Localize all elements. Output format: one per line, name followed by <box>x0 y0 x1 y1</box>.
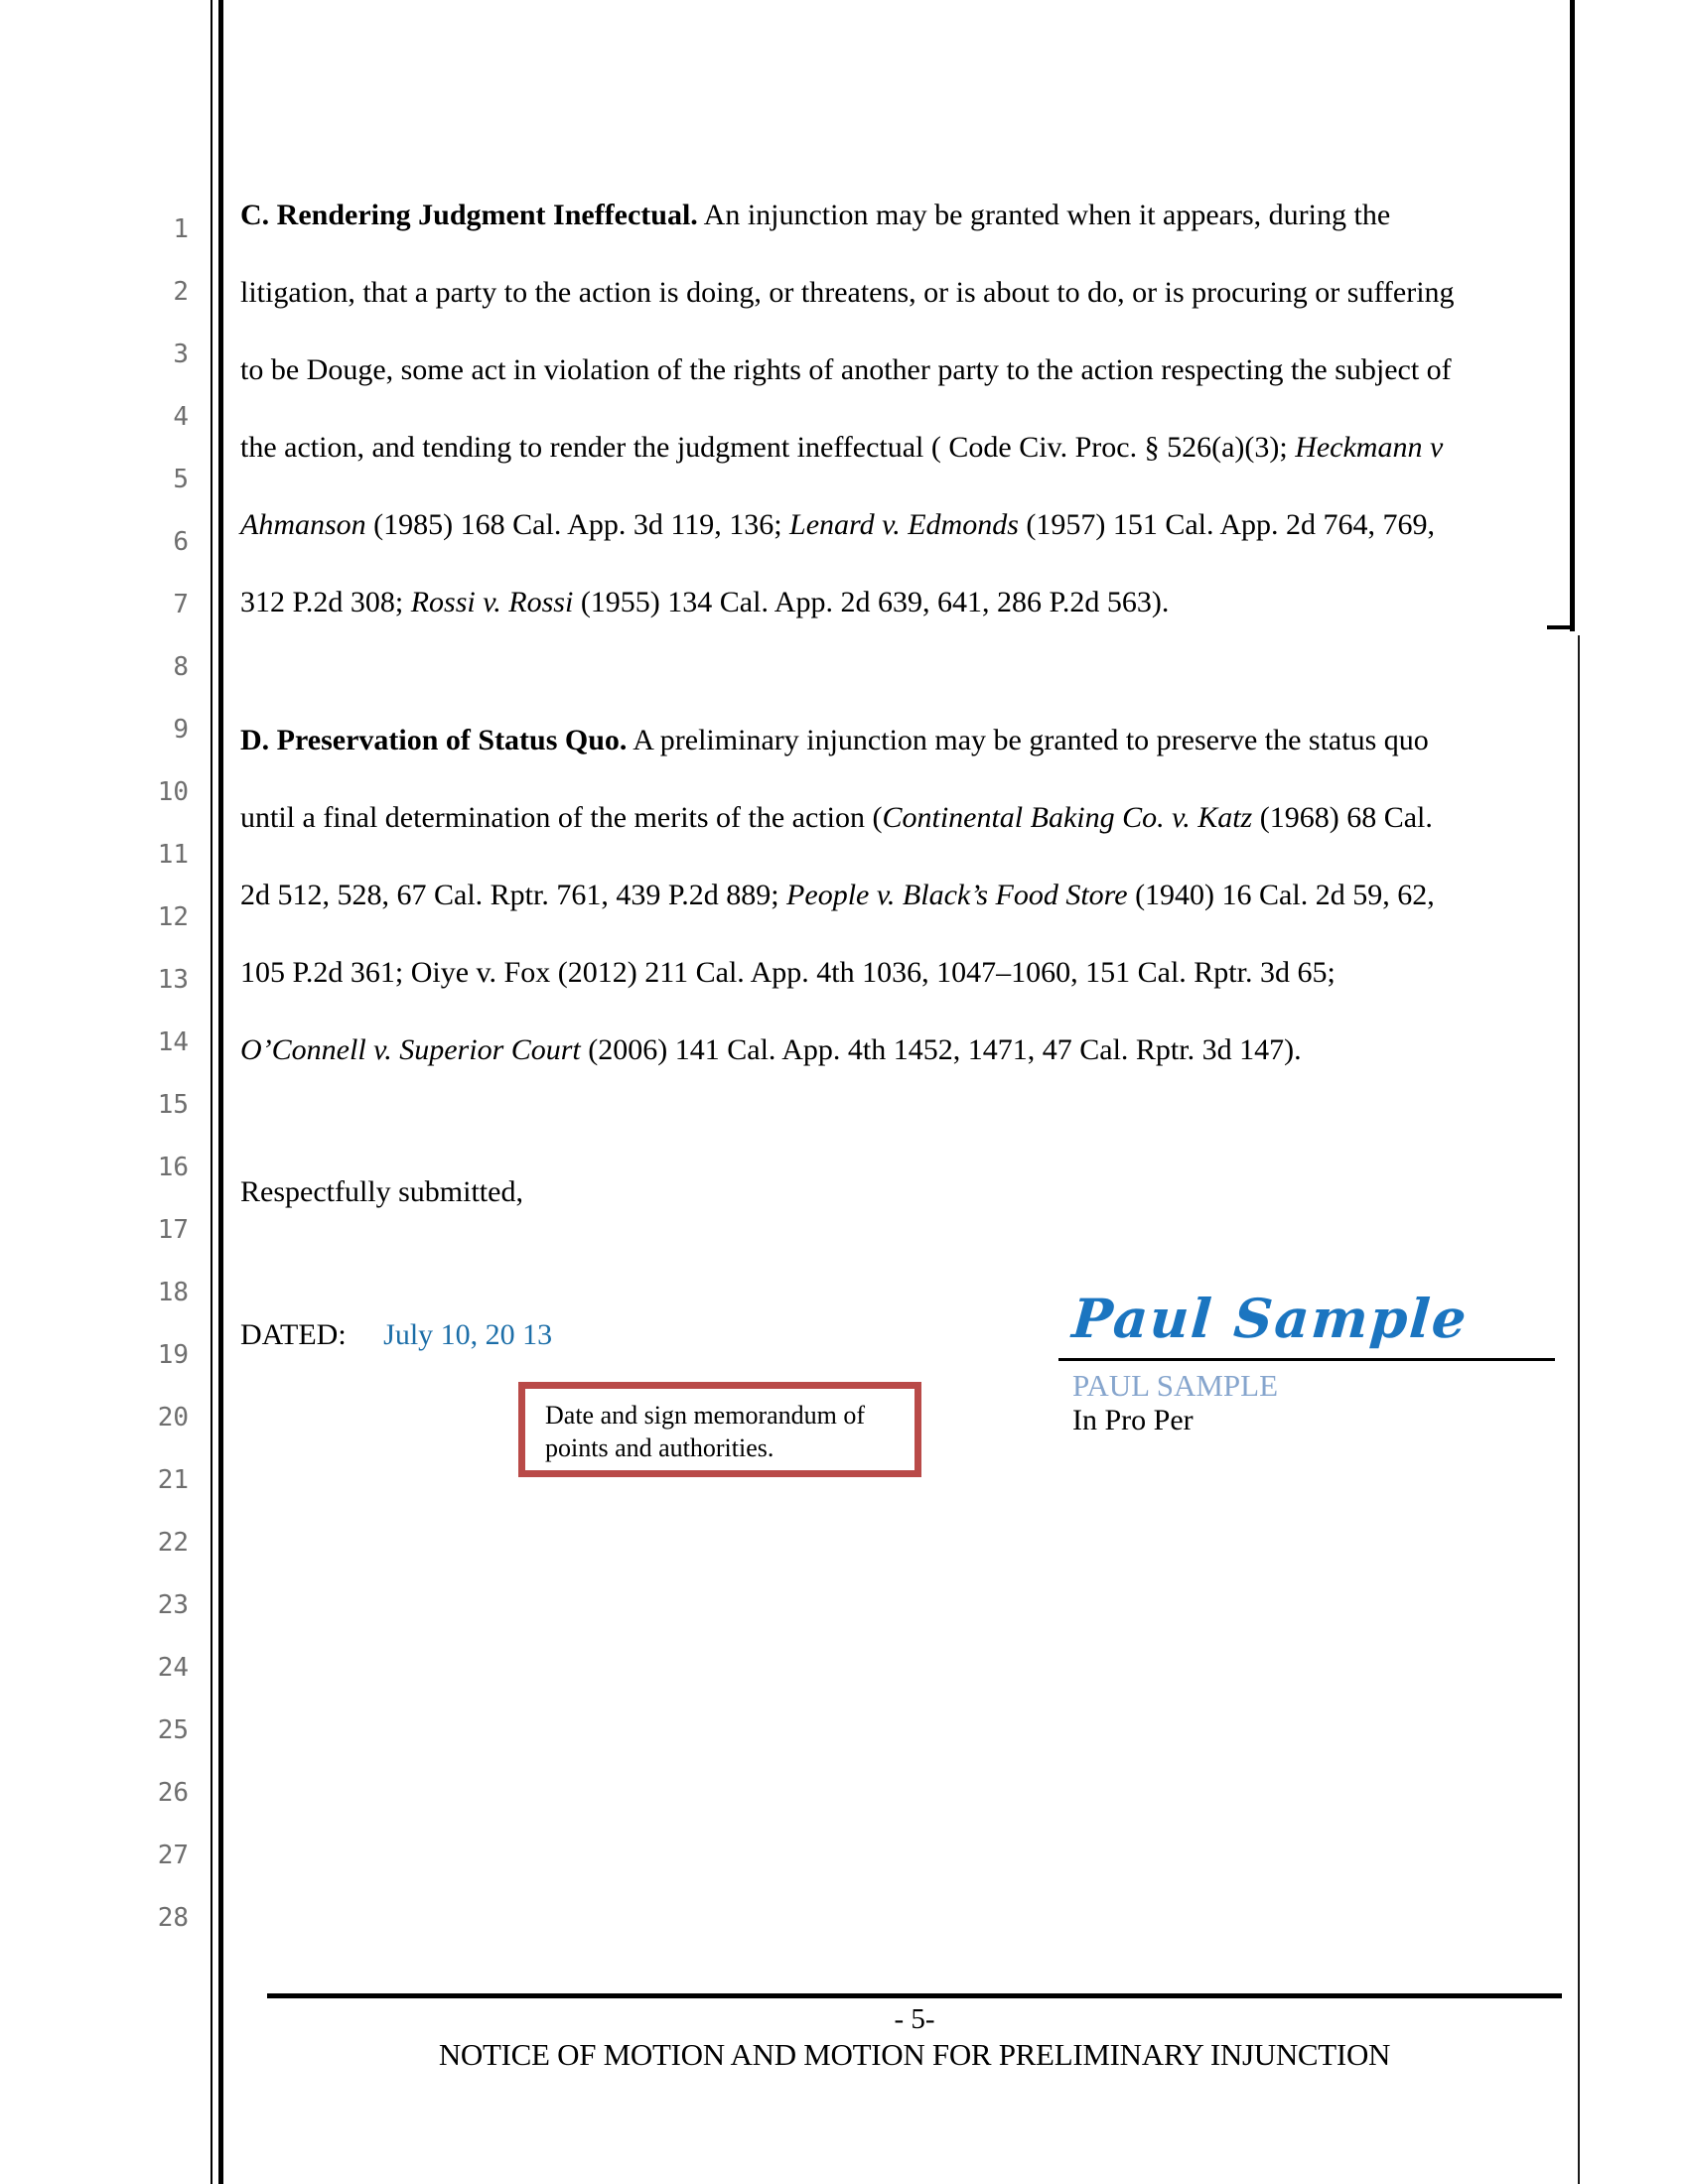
text-line: 312 P.2d 308; Rossi v. Rossi (1955) 134 Cal. App. 2d 639, 641, 286 P.2d 563). <box>240 586 1170 618</box>
line-number-2: 2 <box>173 277 189 307</box>
left-margin-rule-thick <box>218 0 223 2184</box>
line-number-24: 24 <box>157 1653 189 1683</box>
line-number-22: 22 <box>157 1528 189 1558</box>
text-line: litigation, that a party to the action is doing, or threatens, or is about to do, or is procuring or suffering <box>240 276 1455 309</box>
line-number-14: 14 <box>157 1027 189 1057</box>
line-number-20: 20 <box>157 1403 189 1433</box>
signature-handwriting: Paul Sample <box>1069 1287 1471 1350</box>
left-margin-rule-thin <box>211 0 212 2184</box>
footer-document-title: NOTICE OF MOTION AND MOTION FOR PRELIMINARY INJUNCTION <box>438 2037 1391 2072</box>
date-value: July 10, 20 13 <box>383 1318 553 1351</box>
dated-label: DATED: <box>240 1318 347 1351</box>
line-number-5: 5 <box>173 465 189 494</box>
line-number-19: 19 <box>157 1340 189 1370</box>
footer-rule <box>267 1993 1562 1998</box>
line-number-6: 6 <box>173 527 189 557</box>
line-number-28: 28 <box>157 1903 189 1933</box>
text-line: D. Preservation of Status Quo. A preliminary injunction may be granted to preserve the status quo <box>240 724 1429 756</box>
text-line: C. Rendering Judgment Ineffectual. An injunction may be granted when it appears, during the <box>240 199 1391 231</box>
line-number-27: 27 <box>157 1841 189 1870</box>
line-number-3: 3 <box>173 340 189 369</box>
line-number-10: 10 <box>157 777 189 807</box>
line-number-18: 18 <box>157 1278 189 1307</box>
line-number-13: 13 <box>157 965 189 995</box>
signature-role: In Pro Per <box>1072 1404 1194 1436</box>
signature-printed-name: PAUL SAMPLE <box>1072 1368 1279 1403</box>
line-number-9: 9 <box>173 715 189 745</box>
signature-line <box>1058 1358 1555 1361</box>
line-number-7: 7 <box>173 590 189 619</box>
respectfully-submitted-text: Respectfully submitted, <box>240 1175 523 1208</box>
paragraph-preservation-status-quo <box>240 721 1591 1108</box>
line-number-15: 15 <box>157 1090 189 1120</box>
dated-line <box>240 1318 552 1352</box>
text-line: 105 P.2d 361; Oiye v. Fox (2012) 211 Cal. App. 4th 1036, 1047–1060, 151 Cal. Rptr. 3d 65; <box>240 956 1336 989</box>
text-line: Ahmanson (1985) 168 Cal. App. 3d 119, 136; Lenard v. Edmonds (1957) 151 Cal. App. 2d 764, 769, <box>240 508 1436 541</box>
text-line: 2d 512, 528, 67 Cal. Rptr. 761, 439 P.2d 889; People v. Black’s Food Store (1940) 16 Cal. 2d 59, 62, <box>240 879 1435 911</box>
text-line: O’Connell v. Superior Court (2006) 141 Cal. App. 4th 1452, 1471, 47 Cal. Rptr. 3d 147). <box>240 1033 1302 1066</box>
footer-page-number: - 5- <box>894 2003 935 2035</box>
text-line: until a final determination of the merits of the action (Continental Baking Co. v. Katz (1968) 68 Cal. <box>240 801 1433 834</box>
paragraph-rendering-judgment <box>240 196 1591 660</box>
line-number-column <box>0 0 199 2184</box>
line-number-25: 25 <box>157 1715 189 1745</box>
line-number-1: 1 <box>173 214 189 244</box>
line-number-8: 8 <box>173 652 189 682</box>
text-line: the action, and tending to render the judgment ineffectual ( Code Civ. Proc. § 526(a)(3); Heckmann v <box>240 431 1444 464</box>
line-number-11: 11 <box>157 840 189 870</box>
line-number-4: 4 <box>173 402 189 432</box>
line-number-16: 16 <box>157 1153 189 1182</box>
line-number-23: 23 <box>157 1590 189 1620</box>
line-number-17: 17 <box>157 1215 189 1245</box>
line-number-12: 12 <box>157 902 189 932</box>
line-number-21: 21 <box>157 1465 189 1495</box>
annotation-callout-box <box>518 1382 921 1477</box>
line-number-26: 26 <box>157 1778 189 1808</box>
text-line: to be Douge, some act in violation of the rights of another party to the action respecting the subject of <box>240 353 1452 386</box>
annotation-text: Date and sign memorandum of points and authorities. <box>545 1401 866 1462</box>
